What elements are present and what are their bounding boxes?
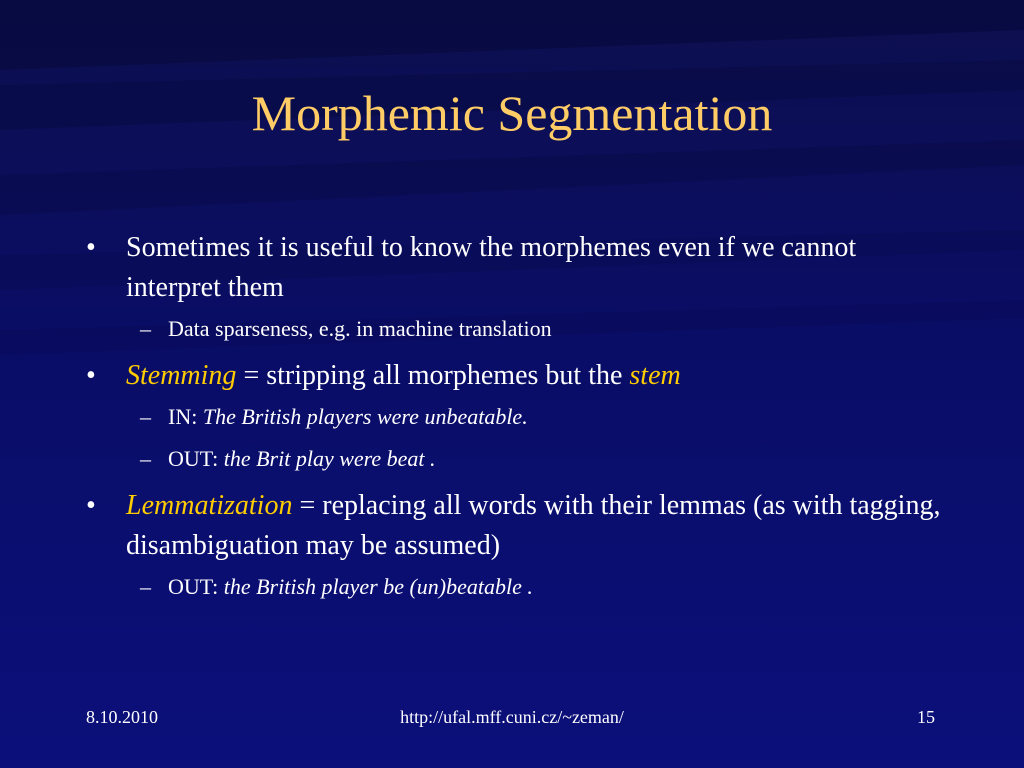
sub-bullet-marker: – bbox=[140, 446, 151, 471]
bullet-text: Sometimes it is useful to know the morphemes even if we cannot interpret them bbox=[126, 232, 857, 303]
slide-title: Morphemic Segmentation bbox=[251, 85, 773, 141]
example-text: The British players were unbeatable. bbox=[202, 404, 528, 429]
sub-bullet-prefix: IN: bbox=[168, 404, 203, 429]
sub-bullet-prefix: OUT: bbox=[168, 574, 224, 599]
sub-bullet-item bbox=[86, 572, 946, 602]
term-lemmatization: Lemmatization bbox=[126, 490, 293, 521]
bullet-text: = stripping all morphemes but the bbox=[236, 360, 630, 391]
bullet-item bbox=[86, 486, 946, 566]
example-text: the Brit play were beat . bbox=[223, 446, 436, 471]
bullet-item bbox=[86, 228, 946, 308]
bullet-item bbox=[86, 356, 946, 396]
sub-bullet-marker: – bbox=[140, 316, 151, 341]
bullet-text: = replacing all words with their lemmas (as with tagging, disambiguation may be assumed) bbox=[126, 490, 941, 561]
bullet-marker: • bbox=[86, 232, 96, 263]
sub-bullet-marker: – bbox=[140, 404, 151, 429]
sub-bullet-item bbox=[86, 314, 946, 344]
sub-bullet-text: Data sparseness, e.g. in machine translation bbox=[168, 316, 552, 341]
example-text: the British player be (un)beatable . bbox=[223, 574, 533, 599]
bullet-marker: • bbox=[86, 490, 96, 521]
sub-bullet-item bbox=[86, 402, 946, 432]
term-stem: stem bbox=[629, 360, 681, 391]
bullet-marker: • bbox=[86, 360, 96, 391]
sub-bullet-marker: – bbox=[140, 574, 151, 599]
sub-bullet-prefix: OUT: bbox=[168, 446, 224, 471]
footer-page-number: 15 bbox=[917, 707, 935, 727]
bullet-list bbox=[86, 228, 946, 614]
sub-bullet-item bbox=[86, 444, 946, 474]
footer-url: http://ufal.mff.cuni.cz/~zeman/ bbox=[400, 707, 624, 727]
footer-date: 8.10.2010 bbox=[86, 707, 158, 727]
term-stemming: Stemming bbox=[126, 360, 237, 391]
